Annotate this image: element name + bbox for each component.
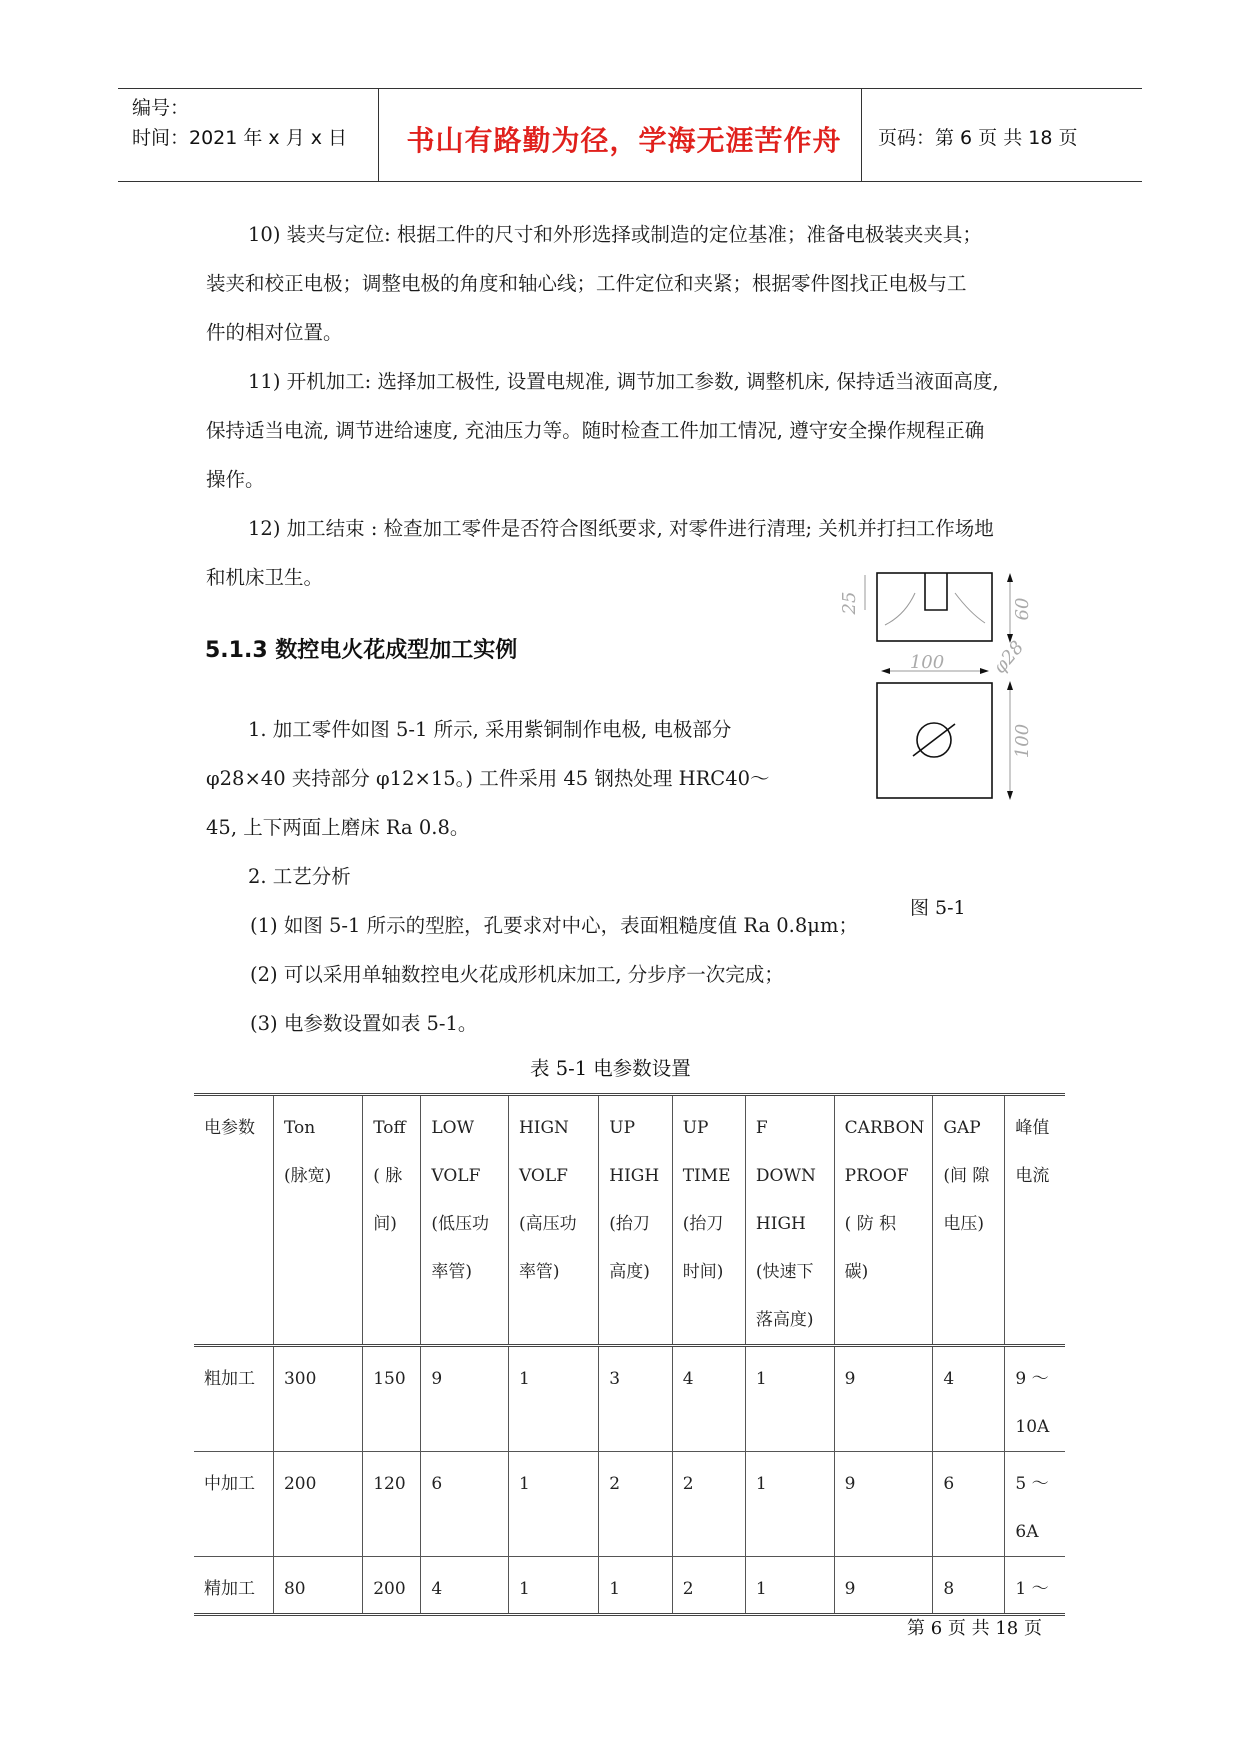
header-cell: F DOWN HIGH (快速下 落高度)	[745, 1095, 834, 1346]
table-cell: 3	[599, 1346, 672, 1452]
header-cell: 峰值 电流	[1005, 1095, 1065, 1346]
header-divider	[378, 89, 379, 181]
arrow-icon	[980, 668, 989, 674]
serial-label: 编号：	[132, 97, 190, 119]
header-cell: CARBON PROOF ( 防 积 碳)	[834, 1095, 933, 1346]
dim-length-label: 100	[1012, 723, 1033, 759]
header-cell: UP HIGH (抬刀 高度)	[599, 1095, 672, 1346]
cavity-outline	[925, 573, 947, 610]
header-motto: 书山有路勤为径，学海无涯苦作舟	[406, 124, 842, 157]
header-cell: 电参数	[194, 1095, 273, 1346]
paragraph-line: 操作。	[206, 468, 265, 491]
table-cell: 120	[363, 1452, 421, 1557]
dim-diameter-label: φ28	[989, 637, 1029, 678]
table-row	[194, 1557, 1065, 1615]
paragraph-line: 12) 加工结束 : 检查加工零件是否符合图纸要求, 对零件进行清理; 关机并打扫工作场地	[248, 517, 994, 540]
table-cell: 1	[508, 1452, 598, 1557]
center-line	[913, 724, 955, 756]
table-cell: 80	[273, 1557, 362, 1615]
example-line: φ28×40 夹持部分 φ12×15。) 工件采用 45 钢热处理 HRC40～	[206, 767, 770, 790]
table-cell: 6	[421, 1452, 509, 1557]
arrow-icon	[1007, 791, 1013, 800]
section-title: 5.1.3 数控电火花成型加工实例	[205, 638, 518, 663]
hatch-line	[955, 593, 985, 623]
workpiece-section	[877, 573, 992, 641]
table-cell: 中加工	[194, 1452, 273, 1557]
table-cell: 9	[834, 1557, 933, 1615]
table-cell: 1	[599, 1557, 672, 1615]
table-caption: 表 5-1 电参数设置	[530, 1057, 691, 1080]
table-cell: 4	[672, 1346, 745, 1452]
table-cell: 200	[273, 1452, 362, 1557]
paragraph-line: 保持适当电流, 调节进给速度, 充油压力等。随时检查工件加工情况, 遵守安全操作规程正确	[206, 419, 985, 442]
figure-caption: 图 5-1	[910, 897, 966, 919]
table-cell: 200	[363, 1557, 421, 1615]
table-cell: 2	[672, 1452, 745, 1557]
table-cell: 150	[363, 1346, 421, 1452]
paragraph-line: 10) 装夹与定位: 根据工件的尺寸和外形选择或制造的定位基准；准备电极装夹夹具；	[248, 223, 982, 246]
table-cell: 1	[745, 1557, 834, 1615]
example-line: (2) 可以采用单轴数控电火花成形机床加工, 分步序一次完成；	[250, 963, 784, 986]
table-cell: 8	[933, 1557, 1005, 1615]
table-row	[194, 1452, 1065, 1557]
table-cell: 精加工	[194, 1557, 273, 1615]
arrow-icon	[1007, 681, 1013, 690]
header-cell: LOW VOLF (低压功 率管)	[421, 1095, 509, 1346]
header-meta	[132, 93, 347, 153]
table-row	[194, 1346, 1065, 1452]
paragraph-line: 11) 开机加工: 选择加工极性, 设置电规准, 调节加工参数, 调整机床, 保持适当液面高度,	[248, 370, 999, 393]
header-cell: GAP (间 隙 电压)	[933, 1095, 1005, 1346]
example-line: 2. 工艺分析	[248, 865, 351, 888]
example-line: 1. 加工零件如图 5-1 所示, 采用紫铜制作电极, 电极部分	[248, 718, 732, 741]
header-cell: HIGN VOLF (高压功 率管)	[508, 1095, 598, 1346]
page-footer: 第 6 页 共 18 页	[907, 1618, 1042, 1639]
paragraph-line: 装夹和校正电极；调整电极的角度和轴心线；工件定位和夹紧；根据零件图找正电极与工	[206, 272, 967, 295]
table-header-row	[194, 1095, 1065, 1346]
time-label: 时间：2021 年 x 月 x 日	[132, 127, 348, 149]
hatch-line	[885, 593, 915, 625]
page-header	[118, 88, 1142, 182]
table-cell: 9	[834, 1346, 933, 1452]
dim-depth-label: 25	[839, 591, 860, 615]
table-cell: 5 ～ 6A	[1005, 1452, 1065, 1557]
arrow-icon	[881, 668, 890, 674]
header-cell: Toff ( 脉 间)	[363, 1095, 421, 1346]
header-cell: Ton (脉宽)	[273, 1095, 362, 1346]
dim-width-label: 100	[909, 652, 945, 673]
figure-5-1-drawing	[839, 565, 1045, 805]
example-line: (1) 如图 5-1 所示的型腔，孔要求对中心，表面粗糙度值 Ra 0.8μm；	[250, 914, 858, 937]
dim-height-label: 60	[1012, 597, 1033, 621]
example-line: (3) 电参数设置如表 5-1。	[250, 1012, 478, 1035]
table-cell: 9	[421, 1346, 509, 1452]
table-cell: 1 ～	[1005, 1557, 1065, 1615]
paragraph-line: 件的相对位置。	[206, 321, 343, 344]
example-line: 45, 上下两面上磨床 Ra 0.8。	[206, 816, 470, 839]
table-cell: 300	[273, 1346, 362, 1452]
table-cell: 2	[672, 1557, 745, 1615]
table-cell: 6	[933, 1452, 1005, 1557]
table-cell: 2	[599, 1452, 672, 1557]
table-cell: 4	[933, 1346, 1005, 1452]
table-cell: 粗加工	[194, 1346, 273, 1452]
paragraph-line: 和机床卫生。	[206, 566, 324, 589]
table-cell: 1	[508, 1557, 598, 1615]
arrow-icon	[1007, 573, 1013, 582]
parameter-table	[194, 1093, 1065, 1616]
table-cell: 1	[508, 1346, 598, 1452]
table-cell: 9 ～ 10A	[1005, 1346, 1065, 1452]
header-page-number: 页码：第 6 页 共 18 页	[878, 127, 1078, 149]
table-cell: 1	[745, 1346, 834, 1452]
table-cell: 9	[834, 1452, 933, 1557]
header-cell: UP TIME (抬刀 时间)	[672, 1095, 745, 1346]
table-cell: 1	[745, 1452, 834, 1557]
table-cell: 4	[421, 1557, 509, 1615]
